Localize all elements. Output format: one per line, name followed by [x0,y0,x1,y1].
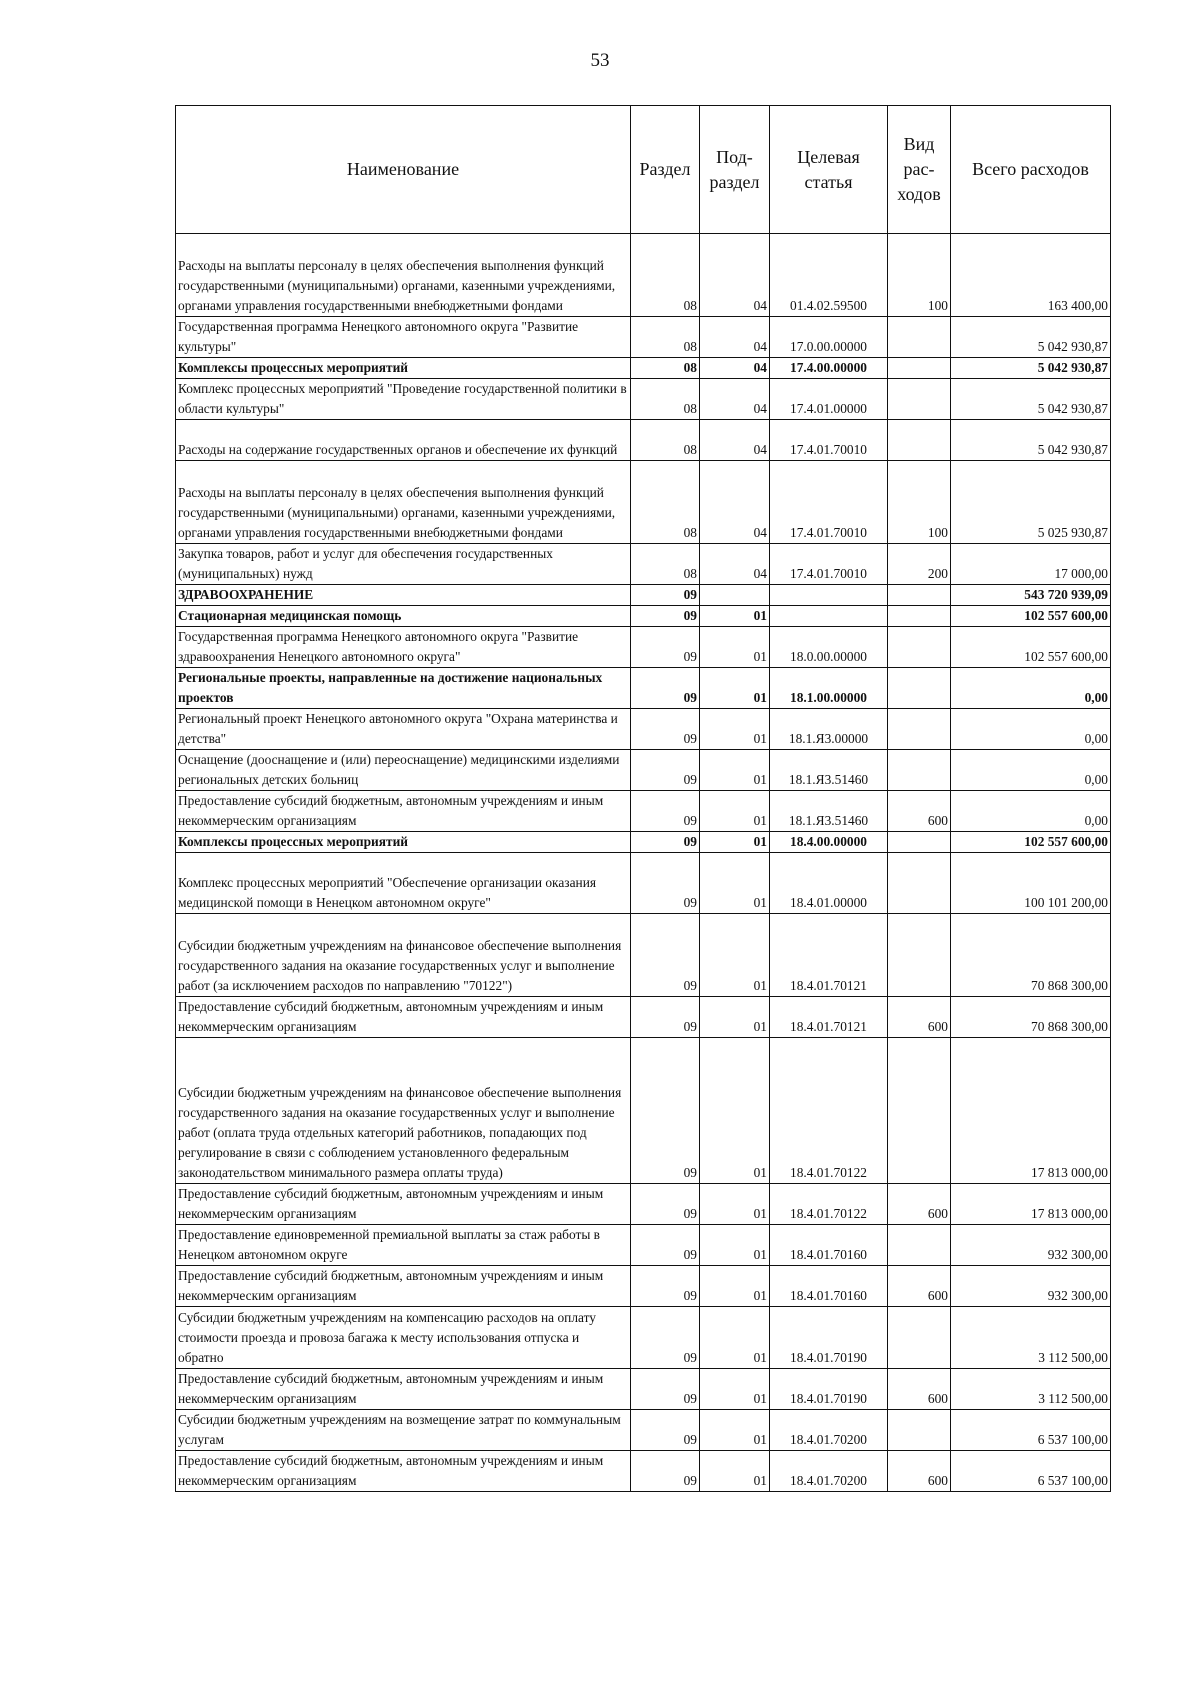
cell-target-article: 18.4.01.70160 [770,1225,888,1266]
cell-name: Расходы на выплаты персоналу в целях обеспечения выполнения функций государственными (муниципальными) органами, казенными учреждениями, органами управления государственными внебюджетными фондами [176,234,631,317]
cell-expense-type: 600 [888,1451,951,1492]
cell-total: 5 042 930,87 [951,317,1111,358]
cell-expense-type [888,1038,951,1184]
cell-total: 5 042 930,87 [951,379,1111,420]
cell-target-article [770,585,888,606]
cell-total: 3 112 500,00 [951,1307,1111,1369]
cell-name: Оснащение (дооснащение и (или) переоснащение) медицинскими изделиями региональных детских больниц [176,750,631,791]
cell-target-article: 18.4.01.70122 [770,1038,888,1184]
cell-total: 70 868 300,00 [951,914,1111,997]
cell-target-article: 18.4.01.70200 [770,1451,888,1492]
cell-podrazdel: 01 [700,832,770,853]
table-header-row [176,106,1111,234]
cell-razdel: 09 [631,606,700,627]
cell-target-article: 18.0.00.00000 [770,627,888,668]
cell-name: Государственная программа Ненецкого автономного округа "Развитие культуры" [176,317,631,358]
cell-total: 70 868 300,00 [951,997,1111,1038]
cell-podrazdel: 01 [700,853,770,914]
cell-podrazdel: 01 [700,627,770,668]
cell-expense-type [888,358,951,379]
table-row [176,461,1111,544]
cell-razdel: 08 [631,379,700,420]
table-row [176,1184,1111,1225]
cell-total: 163 400,00 [951,234,1111,317]
cell-total: 17 000,00 [951,544,1111,585]
cell-expense-type [888,627,951,668]
cell-podrazdel: 01 [700,1369,770,1410]
cell-expense-type: 600 [888,1266,951,1307]
cell-target-article: 17.4.01.00000 [770,379,888,420]
table-row [176,791,1111,832]
cell-expense-type [888,853,951,914]
cell-podrazdel: 01 [700,750,770,791]
cell-razdel: 09 [631,832,700,853]
cell-podrazdel: 04 [700,544,770,585]
cell-name: ЗДРАВООХРАНЕНИЕ [176,585,631,606]
cell-name: Предоставление субсидий бюджетным, автономным учреждениям и иным некоммерческим организациям [176,997,631,1038]
cell-target-article: 18.4.01.00000 [770,853,888,914]
cell-podrazdel: 04 [700,461,770,544]
cell-expense-type: 200 [888,544,951,585]
cell-razdel: 08 [631,544,700,585]
cell-name: Стационарная медицинская помощь [176,606,631,627]
cell-total: 3 112 500,00 [951,1369,1111,1410]
cell-podrazdel: 01 [700,997,770,1038]
cell-name: Комплексы процессных мероприятий [176,832,631,853]
cell-razdel: 09 [631,1225,700,1266]
cell-razdel: 09 [631,1451,700,1492]
cell-total: 543 720 939,09 [951,585,1111,606]
cell-name: Предоставление субсидий бюджетным, автономным учреждениям и иным некоммерческим организациям [176,1451,631,1492]
cell-razdel: 09 [631,585,700,606]
cell-expense-type [888,317,951,358]
cell-razdel: 09 [631,750,700,791]
cell-name: Региональные проекты, направленные на достижение национальных проектов [176,668,631,709]
cell-razdel: 09 [631,914,700,997]
cell-podrazdel: 04 [700,234,770,317]
cell-target-article: 17.4.00.00000 [770,358,888,379]
table-row [176,1307,1111,1369]
budget-table [175,105,1111,1492]
cell-target-article: 18.4.01.70190 [770,1307,888,1369]
table-row [176,317,1111,358]
cell-expense-type [888,668,951,709]
cell-expense-type: 600 [888,1369,951,1410]
cell-podrazdel: 01 [700,791,770,832]
table-row [176,832,1111,853]
header-name: Наименование [176,106,631,234]
header-razdel: Раздел [631,106,700,234]
cell-expense-type [888,606,951,627]
cell-name: Региональный проект Ненецкого автономного округа "Охрана материнства и детства" [176,709,631,750]
cell-podrazdel: 04 [700,420,770,461]
cell-target-article: 01.4.02.59500 [770,234,888,317]
cell-expense-type: 600 [888,997,951,1038]
cell-podrazdel: 01 [700,914,770,997]
cell-target-article: 18.1.Я3.51460 [770,791,888,832]
table-row [176,585,1111,606]
cell-podrazdel: 01 [700,1307,770,1369]
cell-target-article: 18.4.00.00000 [770,832,888,853]
cell-razdel: 09 [631,627,700,668]
cell-total: 5 025 930,87 [951,461,1111,544]
cell-podrazdel: 01 [700,709,770,750]
header-vid: Вид рас- ходов [888,106,951,234]
table-row [176,1369,1111,1410]
cell-razdel: 09 [631,1410,700,1451]
cell-target-article: 18.1.Я3.51460 [770,750,888,791]
table-row [176,1451,1111,1492]
cell-name: Государственная программа Ненецкого автономного округа "Развитие здравоохранения Ненецкого автономного округа" [176,627,631,668]
table-row [176,668,1111,709]
cell-target-article: 17.4.01.70010 [770,544,888,585]
cell-podrazdel: 01 [700,1038,770,1184]
cell-razdel: 09 [631,853,700,914]
cell-podrazdel: 04 [700,379,770,420]
cell-podrazdel: 01 [700,1451,770,1492]
table-row [176,606,1111,627]
cell-expense-type: 600 [888,1184,951,1225]
cell-name: Предоставление субсидий бюджетным, автономным учреждениям и иным некоммерческим организациям [176,791,631,832]
cell-podrazdel: 04 [700,358,770,379]
cell-total: 5 042 930,87 [951,358,1111,379]
table-row [176,853,1111,914]
cell-name: Субсидии бюджетным учреждениям на финансовое обеспечение выполнения государственного задания на оказание государственных услуг и выполнение работ (оплата труда отдельных категорий работников, попадающих под регулирование в связи с соблюдением установленного федеральным законодательством минимального размера оплаты труда) [176,1038,631,1184]
cell-total: 0,00 [951,668,1111,709]
cell-name: Комплекс процессных мероприятий "Проведение государственной политики в области культуры" [176,379,631,420]
cell-razdel: 09 [631,668,700,709]
cell-razdel: 09 [631,997,700,1038]
cell-target-article: 18.4.01.70190 [770,1369,888,1410]
cell-target-article: 18.4.01.70121 [770,914,888,997]
cell-name: Комплекс процессных мероприятий "Обеспечение организации оказания медицинской помощи в Ненецком автономном округе" [176,853,631,914]
cell-name: Предоставление субсидий бюджетным, автономным учреждениям и иным некоммерческим организациям [176,1184,631,1225]
cell-total: 0,00 [951,791,1111,832]
cell-podrazdel: 01 [700,606,770,627]
cell-expense-type [888,1307,951,1369]
header-podrazdel: Под- раздел [700,106,770,234]
cell-razdel: 09 [631,1307,700,1369]
cell-expense-type: 600 [888,791,951,832]
table-row [176,234,1111,317]
cell-expense-type [888,1410,951,1451]
cell-target-article: 18.1.Я3.00000 [770,709,888,750]
cell-target-article: 17.4.01.70010 [770,420,888,461]
cell-expense-type [888,585,951,606]
table-row [176,358,1111,379]
cell-razdel: 08 [631,317,700,358]
cell-total: 5 042 930,87 [951,420,1111,461]
cell-expense-type [888,709,951,750]
cell-razdel: 09 [631,1266,700,1307]
cell-name: Расходы на выплаты персоналу в целях обеспечения выполнения функций государственными (муниципальными) органами, казенными учреждениями, органами управления государственными внебюджетными фондами [176,461,631,544]
cell-expense-type [888,420,951,461]
cell-name: Субсидии бюджетным учреждениям на финансовое обеспечение выполнения государственного задания на оказание государственных услуг и выполнение работ (за исключением расходов по направлению "70122") [176,914,631,997]
cell-total: 0,00 [951,709,1111,750]
cell-razdel: 08 [631,461,700,544]
cell-podrazdel: 01 [700,1266,770,1307]
cell-expense-type [888,379,951,420]
cell-total: 0,00 [951,750,1111,791]
cell-total: 17 813 000,00 [951,1038,1111,1184]
cell-target-article: 18.4.01.70200 [770,1410,888,1451]
cell-total: 6 537 100,00 [951,1451,1111,1492]
header-total: Всего расходов [951,106,1111,234]
cell-expense-type [888,1225,951,1266]
cell-razdel: 09 [631,791,700,832]
cell-target-article: 18.4.01.70122 [770,1184,888,1225]
cell-razdel: 09 [631,1369,700,1410]
cell-name: Предоставление единовременной премиальной выплаты за стаж работы в Ненецком автономном округе [176,1225,631,1266]
cell-razdel: 08 [631,420,700,461]
cell-total: 17 813 000,00 [951,1184,1111,1225]
cell-total: 102 557 600,00 [951,606,1111,627]
cell-razdel: 09 [631,709,700,750]
cell-podrazdel: 01 [700,1184,770,1225]
table-row [176,750,1111,791]
cell-razdel: 09 [631,1184,700,1225]
cell-expense-type: 100 [888,461,951,544]
cell-total: 932 300,00 [951,1225,1111,1266]
table-row [176,544,1111,585]
cell-total: 6 537 100,00 [951,1410,1111,1451]
table-row [176,1225,1111,1266]
page-number: 53 [590,50,610,71]
table-row [176,709,1111,750]
cell-target-article: 18.1.00.00000 [770,668,888,709]
table-row [176,1038,1111,1184]
cell-podrazdel: 01 [700,1410,770,1451]
table-row [176,1410,1111,1451]
cell-target-article: 17.4.01.70010 [770,461,888,544]
cell-expense-type [888,750,951,791]
header-target: Целевая статья [770,106,888,234]
cell-name: Расходы на содержание государственных органов и обеспечение их функций [176,420,631,461]
table-row [176,1266,1111,1307]
cell-podrazdel: 01 [700,668,770,709]
table-row [176,627,1111,668]
cell-total: 932 300,00 [951,1266,1111,1307]
cell-total: 102 557 600,00 [951,627,1111,668]
cell-target-article: 18.4.01.70121 [770,997,888,1038]
table-row [176,997,1111,1038]
cell-name: Комплексы процессных мероприятий [176,358,631,379]
cell-expense-type [888,914,951,997]
cell-name: Предоставление субсидий бюджетным, автономным учреждениям и иным некоммерческим организациям [176,1369,631,1410]
table-row [176,379,1111,420]
cell-total: 102 557 600,00 [951,832,1111,853]
cell-target-article [770,606,888,627]
cell-name: Предоставление субсидий бюджетным, автономным учреждениям и иным некоммерческим организациям [176,1266,631,1307]
cell-razdel: 08 [631,358,700,379]
cell-razdel: 09 [631,1038,700,1184]
cell-name: Субсидии бюджетным учреждениям на возмещение затрат по коммунальным услугам [176,1410,631,1451]
cell-target-article: 17.0.00.00000 [770,317,888,358]
cell-total: 100 101 200,00 [951,853,1111,914]
cell-podrazdel: 01 [700,1225,770,1266]
cell-target-article: 18.4.01.70160 [770,1266,888,1307]
cell-podrazdel [700,585,770,606]
table-row [176,914,1111,997]
cell-expense-type [888,832,951,853]
cell-name: Закупка товаров, работ и услуг для обеспечения государственных (муниципальных) нужд [176,544,631,585]
table-row [176,420,1111,461]
cell-expense-type: 100 [888,234,951,317]
cell-razdel: 08 [631,234,700,317]
cell-name: Субсидии бюджетным учреждениям на компенсацию расходов на оплату стоимости проезда и провоза багажа к месту использования отпуска и обратно [176,1307,631,1369]
cell-podrazdel: 04 [700,317,770,358]
